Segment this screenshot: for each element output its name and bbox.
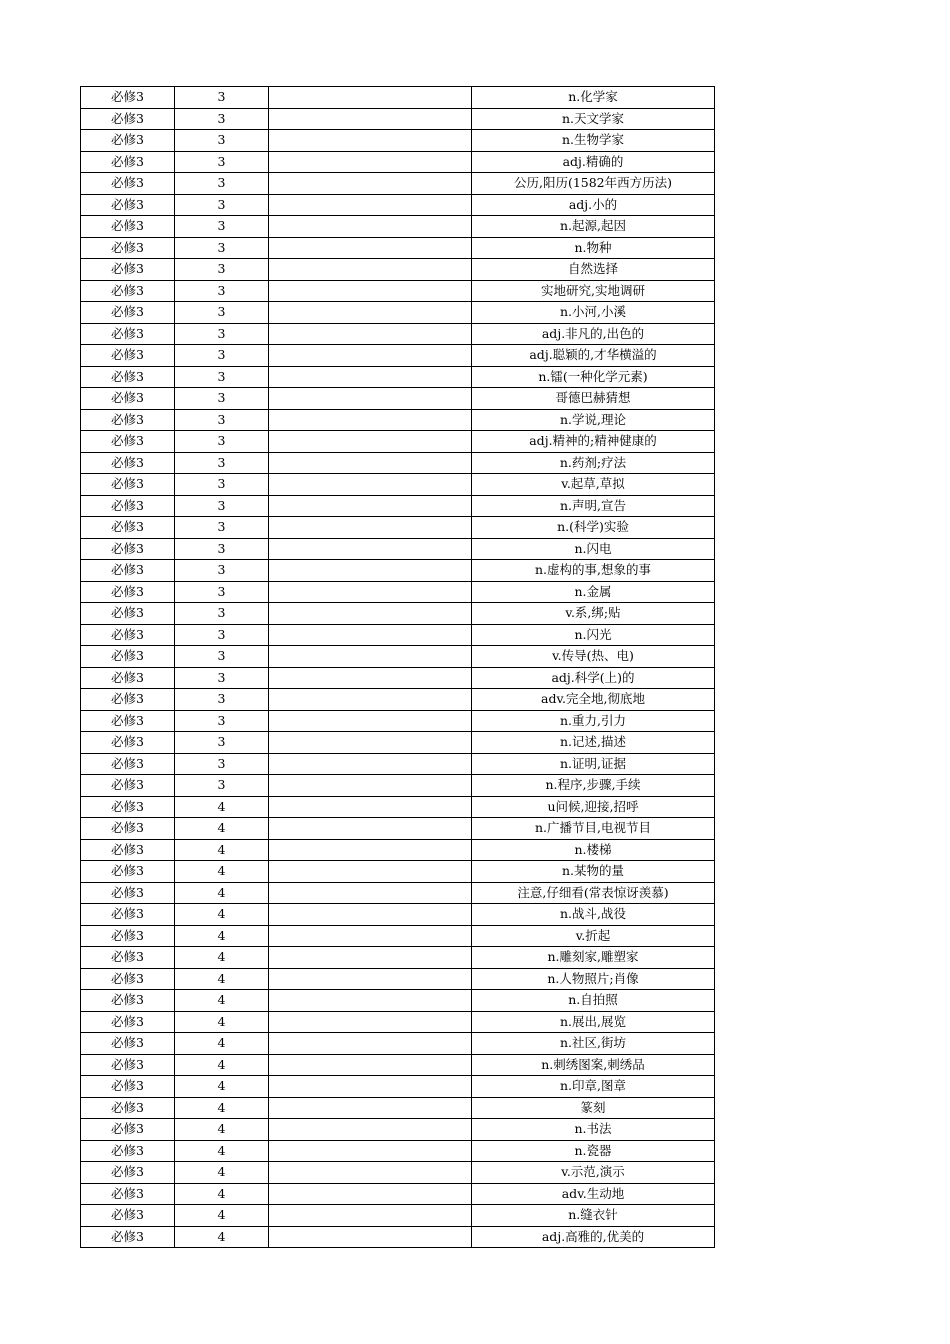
word-cell[interactable] — [269, 1205, 472, 1227]
table-row — [81, 517, 715, 539]
word-cell[interactable] — [269, 560, 472, 582]
unit-cell[interactable]: 3 — [175, 560, 269, 582]
meaning-cell[interactable]: n.缝衣针 — [472, 1205, 715, 1227]
module-cell[interactable]: 必修3 — [81, 366, 175, 388]
word-cell[interactable] — [269, 904, 472, 926]
module-cell[interactable]: 必修3 — [81, 345, 175, 367]
module-cell[interactable]: 必修3 — [81, 560, 175, 582]
module-cell[interactable]: 必修3 — [81, 775, 175, 797]
unit-cell[interactable]: 3 — [175, 689, 269, 711]
word-cell[interactable] — [269, 753, 472, 775]
table-row — [81, 1033, 715, 1055]
word-cell[interactable] — [269, 1054, 472, 1076]
table-row — [81, 581, 715, 603]
unit-cell[interactable]: 4 — [175, 861, 269, 883]
meaning-cell[interactable]: n.瓷器 — [472, 1140, 715, 1162]
unit-cell[interactable]: 3 — [175, 151, 269, 173]
word-cell[interactable] — [269, 409, 472, 431]
meaning-cell[interactable]: adj.聪颖的,才华横溢的 — [472, 345, 715, 367]
meaning-cell[interactable]: adj.科学(上)的 — [472, 667, 715, 689]
table-row — [81, 1097, 715, 1119]
unit-cell[interactable]: 4 — [175, 904, 269, 926]
word-cell[interactable] — [269, 216, 472, 238]
unit-cell[interactable]: 4 — [175, 1162, 269, 1184]
module-cell[interactable]: 必修3 — [81, 1140, 175, 1162]
unit-cell[interactable]: 3 — [175, 452, 269, 474]
module-cell[interactable]: 必修3 — [81, 882, 175, 904]
unit-cell[interactable]: 4 — [175, 839, 269, 861]
meaning-cell[interactable]: n.小河,小溪 — [472, 302, 715, 324]
unit-cell[interactable]: 4 — [175, 990, 269, 1012]
unit-cell[interactable]: 3 — [175, 216, 269, 238]
word-cell[interactable] — [269, 818, 472, 840]
word-cell[interactable] — [269, 710, 472, 732]
unit-cell[interactable]: 4 — [175, 1054, 269, 1076]
meaning-cell[interactable]: n.天文学家 — [472, 108, 715, 130]
module-cell[interactable]: 必修3 — [81, 452, 175, 474]
unit-cell[interactable]: 4 — [175, 1205, 269, 1227]
word-cell[interactable] — [269, 280, 472, 302]
meaning-cell[interactable]: adv.生动地 — [472, 1183, 715, 1205]
word-cell[interactable] — [269, 1033, 472, 1055]
unit-cell[interactable]: 3 — [175, 87, 269, 109]
module-cell[interactable]: 必修3 — [81, 302, 175, 324]
word-cell[interactable] — [269, 302, 472, 324]
meaning-cell[interactable]: n.生物学家 — [472, 130, 715, 152]
table-row — [81, 1162, 715, 1184]
meaning-cell[interactable]: n.广播节目,电视节目 — [472, 818, 715, 840]
module-cell[interactable]: 必修3 — [81, 409, 175, 431]
module-cell[interactable]: 必修3 — [81, 1119, 175, 1141]
meaning-cell[interactable]: adj.非凡的,出色的 — [472, 323, 715, 345]
unit-cell[interactable]: 4 — [175, 1119, 269, 1141]
meaning-cell[interactable]: n.(科学)实验 — [472, 517, 715, 539]
meaning-cell[interactable]: n.书法 — [472, 1119, 715, 1141]
meaning-cell[interactable]: n.展出,展览 — [472, 1011, 715, 1033]
table-row — [81, 409, 715, 431]
meaning-cell[interactable]: 自然选择 — [472, 259, 715, 281]
module-cell[interactable]: 必修3 — [81, 517, 175, 539]
table-row — [81, 689, 715, 711]
word-cell[interactable] — [269, 624, 472, 646]
module-cell[interactable]: 必修3 — [81, 990, 175, 1012]
meaning-cell[interactable]: v.示范,演示 — [472, 1162, 715, 1184]
table-row — [81, 431, 715, 453]
word-cell[interactable] — [269, 452, 472, 474]
table-row — [81, 1226, 715, 1248]
meaning-cell[interactable]: n.某物的量 — [472, 861, 715, 883]
unit-cell[interactable]: 3 — [175, 280, 269, 302]
unit-cell[interactable]: 3 — [175, 259, 269, 281]
table-row — [81, 323, 715, 345]
unit-cell[interactable]: 4 — [175, 1226, 269, 1248]
word-cell[interactable] — [269, 345, 472, 367]
meaning-cell[interactable]: n.虚构的事,想象的事 — [472, 560, 715, 582]
word-cell[interactable] — [269, 151, 472, 173]
table-row — [81, 818, 715, 840]
table-row — [81, 173, 715, 195]
module-cell[interactable]: 必修3 — [81, 87, 175, 109]
module-cell[interactable]: 必修3 — [81, 474, 175, 496]
unit-cell[interactable]: 3 — [175, 517, 269, 539]
word-cell[interactable] — [269, 968, 472, 990]
unit-cell[interactable]: 4 — [175, 1183, 269, 1205]
module-cell[interactable]: 必修3 — [81, 323, 175, 345]
table-row — [81, 904, 715, 926]
module-cell[interactable]: 必修3 — [81, 495, 175, 517]
module-cell[interactable]: 必修3 — [81, 1205, 175, 1227]
unit-cell[interactable]: 4 — [175, 1097, 269, 1119]
word-cell[interactable] — [269, 1140, 472, 1162]
module-cell[interactable]: 必修3 — [81, 818, 175, 840]
word-cell[interactable] — [269, 173, 472, 195]
word-cell[interactable] — [269, 796, 472, 818]
module-cell[interactable]: 必修3 — [81, 1033, 175, 1055]
meaning-cell[interactable]: n.程序,步骤,手续 — [472, 775, 715, 797]
word-cell[interactable] — [269, 1162, 472, 1184]
word-cell[interactable] — [269, 990, 472, 1012]
table-row — [81, 452, 715, 474]
meaning-cell[interactable]: 哥德巴赫猜想 — [472, 388, 715, 410]
module-cell[interactable]: 必修3 — [81, 732, 175, 754]
unit-cell[interactable]: 3 — [175, 603, 269, 625]
meaning-cell[interactable]: n.证明,证据 — [472, 753, 715, 775]
table-row — [81, 474, 715, 496]
table-row — [81, 775, 715, 797]
meaning-cell[interactable]: u问候,迎接,招呼 — [472, 796, 715, 818]
module-cell[interactable]: 必修3 — [81, 689, 175, 711]
unit-cell[interactable]: 3 — [175, 431, 269, 453]
table-row — [81, 1119, 715, 1141]
word-cell[interactable] — [269, 882, 472, 904]
table-row — [81, 280, 715, 302]
unit-cell[interactable]: 3 — [175, 667, 269, 689]
unit-cell[interactable]: 4 — [175, 1140, 269, 1162]
word-cell[interactable] — [269, 130, 472, 152]
meaning-cell[interactable]: n.闪光 — [472, 624, 715, 646]
table-row — [81, 259, 715, 281]
module-cell[interactable]: 必修3 — [81, 581, 175, 603]
table-row — [81, 1183, 715, 1205]
word-cell[interactable] — [269, 1097, 472, 1119]
unit-cell[interactable]: 3 — [175, 323, 269, 345]
meaning-cell[interactable]: n.社区,街坊 — [472, 1033, 715, 1055]
meaning-cell[interactable]: v.折起 — [472, 925, 715, 947]
word-cell[interactable] — [269, 194, 472, 216]
meaning-cell[interactable]: v.传导(热、电) — [472, 646, 715, 668]
word-cell[interactable] — [269, 689, 472, 711]
module-cell[interactable]: 必修3 — [81, 431, 175, 453]
word-cell[interactable] — [269, 538, 472, 560]
word-cell[interactable] — [269, 861, 472, 883]
unit-cell[interactable]: 4 — [175, 818, 269, 840]
meaning-cell[interactable]: adv.完全地,彻底地 — [472, 689, 715, 711]
word-cell[interactable] — [269, 259, 472, 281]
table-row — [81, 968, 715, 990]
meaning-cell[interactable]: n.重力,引力 — [472, 710, 715, 732]
table-row — [81, 882, 715, 904]
meaning-cell[interactable]: n.金属 — [472, 581, 715, 603]
table-row — [81, 710, 715, 732]
unit-cell[interactable]: 3 — [175, 624, 269, 646]
table-row — [81, 302, 715, 324]
table-row — [81, 861, 715, 883]
unit-cell[interactable]: 3 — [175, 194, 269, 216]
meaning-cell[interactable]: 公历,阳历(1582年西方历法) — [472, 173, 715, 195]
unit-cell[interactable]: 3 — [175, 581, 269, 603]
module-cell[interactable]: 必修3 — [81, 839, 175, 861]
word-cell[interactable] — [269, 517, 472, 539]
table-row — [81, 646, 715, 668]
module-cell[interactable]: 必修3 — [81, 259, 175, 281]
table-row — [81, 345, 715, 367]
table-row — [81, 732, 715, 754]
word-cell[interactable] — [269, 839, 472, 861]
unit-cell[interactable]: 3 — [175, 130, 269, 152]
table-row — [81, 947, 715, 969]
module-cell[interactable]: 必修3 — [81, 216, 175, 238]
module-cell[interactable]: 必修3 — [81, 1054, 175, 1076]
unit-cell[interactable]: 3 — [175, 345, 269, 367]
unit-cell[interactable]: 4 — [175, 882, 269, 904]
table-row — [81, 237, 715, 259]
meaning-cell[interactable]: n.人物照片;肖像 — [472, 968, 715, 990]
meaning-cell[interactable]: n.雕刻家,雕塑家 — [472, 947, 715, 969]
module-cell[interactable]: 必修3 — [81, 130, 175, 152]
word-cell[interactable] — [269, 495, 472, 517]
word-cell[interactable] — [269, 925, 472, 947]
meaning-cell[interactable]: n.物种 — [472, 237, 715, 259]
table-row — [81, 560, 715, 582]
word-cell[interactable] — [269, 1011, 472, 1033]
word-cell[interactable] — [269, 431, 472, 453]
unit-cell[interactable]: 3 — [175, 302, 269, 324]
word-cell[interactable] — [269, 1183, 472, 1205]
unit-cell[interactable]: 4 — [175, 1076, 269, 1098]
unit-cell[interactable]: 3 — [175, 753, 269, 775]
unit-cell[interactable]: 3 — [175, 474, 269, 496]
table-row — [81, 624, 715, 646]
word-cell[interactable] — [269, 87, 472, 109]
meaning-cell[interactable]: v.系,绑;贴 — [472, 603, 715, 625]
word-cell[interactable] — [269, 947, 472, 969]
meaning-cell[interactable]: n.记述,描述 — [472, 732, 715, 754]
unit-cell[interactable]: 3 — [175, 237, 269, 259]
meaning-cell[interactable]: 篆刻 — [472, 1097, 715, 1119]
table-row — [81, 667, 715, 689]
table-row — [81, 108, 715, 130]
word-cell[interactable] — [269, 366, 472, 388]
word-cell[interactable] — [269, 667, 472, 689]
module-cell[interactable]: 必修3 — [81, 968, 175, 990]
unit-cell[interactable]: 3 — [175, 538, 269, 560]
unit-cell[interactable]: 4 — [175, 925, 269, 947]
word-cell[interactable] — [269, 237, 472, 259]
meaning-cell[interactable]: v.起草,草拟 — [472, 474, 715, 496]
module-cell[interactable]: 必修3 — [81, 1162, 175, 1184]
unit-cell[interactable]: 3 — [175, 173, 269, 195]
module-cell[interactable]: 必修3 — [81, 1011, 175, 1033]
meaning-cell[interactable]: adj.小的 — [472, 194, 715, 216]
module-cell[interactable]: 必修3 — [81, 108, 175, 130]
module-cell[interactable]: 必修3 — [81, 796, 175, 818]
vocabulary-table-body — [81, 87, 715, 1248]
table-row — [81, 151, 715, 173]
unit-cell[interactable]: 4 — [175, 968, 269, 990]
module-cell[interactable]: 必修3 — [81, 173, 175, 195]
table-row — [81, 796, 715, 818]
table-row — [81, 1076, 715, 1098]
table-row — [81, 1011, 715, 1033]
word-cell[interactable] — [269, 603, 472, 625]
module-cell[interactable]: 必修3 — [81, 1183, 175, 1205]
meaning-cell[interactable]: n.自拍照 — [472, 990, 715, 1012]
unit-cell[interactable]: 3 — [175, 108, 269, 130]
meaning-cell[interactable]: n.刺绣图案,刺绣品 — [472, 1054, 715, 1076]
table-row — [81, 925, 715, 947]
table-row — [81, 495, 715, 517]
unit-cell[interactable]: 3 — [175, 775, 269, 797]
unit-cell[interactable]: 4 — [175, 1011, 269, 1033]
meaning-cell[interactable]: n.战斗,战役 — [472, 904, 715, 926]
unit-cell[interactable]: 4 — [175, 1033, 269, 1055]
module-cell[interactable]: 必修3 — [81, 1226, 175, 1248]
table-row — [81, 603, 715, 625]
module-cell[interactable]: 必修3 — [81, 237, 175, 259]
meaning-cell[interactable]: 实地研究,实地调研 — [472, 280, 715, 302]
module-cell[interactable]: 必修3 — [81, 151, 175, 173]
module-cell[interactable]: 必修3 — [81, 194, 175, 216]
module-cell[interactable]: 必修3 — [81, 904, 175, 926]
meaning-cell[interactable]: adj.高雅的,优美的 — [472, 1226, 715, 1248]
word-cell[interactable] — [269, 1076, 472, 1098]
table-row — [81, 990, 715, 1012]
table-row — [81, 194, 715, 216]
table-row — [81, 1205, 715, 1227]
meaning-cell[interactable]: n.化学家 — [472, 87, 715, 109]
table-row — [81, 839, 715, 861]
table-row — [81, 216, 715, 238]
word-cell[interactable] — [269, 775, 472, 797]
module-cell[interactable]: 必修3 — [81, 538, 175, 560]
meaning-cell[interactable]: adj.精神的;精神健康的 — [472, 431, 715, 453]
module-cell[interactable]: 必修3 — [81, 603, 175, 625]
module-cell[interactable]: 必修3 — [81, 646, 175, 668]
unit-cell[interactable]: 4 — [175, 947, 269, 969]
meaning-cell[interactable]: n.声明,宣告 — [472, 495, 715, 517]
module-cell[interactable]: 必修3 — [81, 710, 175, 732]
meaning-cell[interactable]: n.学说,理论 — [472, 409, 715, 431]
module-cell[interactable]: 必修3 — [81, 1076, 175, 1098]
unit-cell[interactable]: 3 — [175, 366, 269, 388]
word-cell[interactable] — [269, 1119, 472, 1141]
word-cell[interactable] — [269, 474, 472, 496]
meaning-cell[interactable]: 注意,仔细看(常表惊讶羡慕) — [472, 882, 715, 904]
unit-cell[interactable]: 4 — [175, 796, 269, 818]
module-cell[interactable]: 必修3 — [81, 947, 175, 969]
unit-cell[interactable]: 3 — [175, 710, 269, 732]
word-cell[interactable] — [269, 732, 472, 754]
meaning-cell[interactable]: n.镭(一种化学元素) — [472, 366, 715, 388]
meaning-cell[interactable]: adj.精确的 — [472, 151, 715, 173]
word-cell[interactable] — [269, 646, 472, 668]
word-cell[interactable] — [269, 1226, 472, 1248]
word-cell[interactable] — [269, 323, 472, 345]
unit-cell[interactable]: 3 — [175, 646, 269, 668]
meaning-cell[interactable]: n.楼梯 — [472, 839, 715, 861]
module-cell[interactable]: 必修3 — [81, 388, 175, 410]
meaning-cell[interactable]: n.药剂;疗法 — [472, 452, 715, 474]
word-cell[interactable] — [269, 388, 472, 410]
unit-cell[interactable]: 3 — [175, 495, 269, 517]
word-cell[interactable] — [269, 108, 472, 130]
module-cell[interactable]: 必修3 — [81, 667, 175, 689]
module-cell[interactable]: 必修3 — [81, 925, 175, 947]
module-cell[interactable]: 必修3 — [81, 624, 175, 646]
unit-cell[interactable]: 3 — [175, 409, 269, 431]
module-cell[interactable]: 必修3 — [81, 1097, 175, 1119]
meaning-cell[interactable]: n.起源,起因 — [472, 216, 715, 238]
table-row — [81, 753, 715, 775]
vocabulary-table — [80, 86, 715, 1248]
table-row — [81, 538, 715, 560]
unit-cell[interactable]: 3 — [175, 388, 269, 410]
table-row — [81, 1140, 715, 1162]
table-row — [81, 366, 715, 388]
table-row — [81, 1054, 715, 1076]
table-row — [81, 388, 715, 410]
table-row — [81, 130, 715, 152]
unit-cell[interactable]: 3 — [175, 732, 269, 754]
module-cell[interactable]: 必修3 — [81, 280, 175, 302]
meaning-cell[interactable]: n.闪电 — [472, 538, 715, 560]
word-cell[interactable] — [269, 581, 472, 603]
module-cell[interactable]: 必修3 — [81, 861, 175, 883]
table-row — [81, 87, 715, 109]
module-cell[interactable]: 必修3 — [81, 753, 175, 775]
meaning-cell[interactable]: n.印章,图章 — [472, 1076, 715, 1098]
